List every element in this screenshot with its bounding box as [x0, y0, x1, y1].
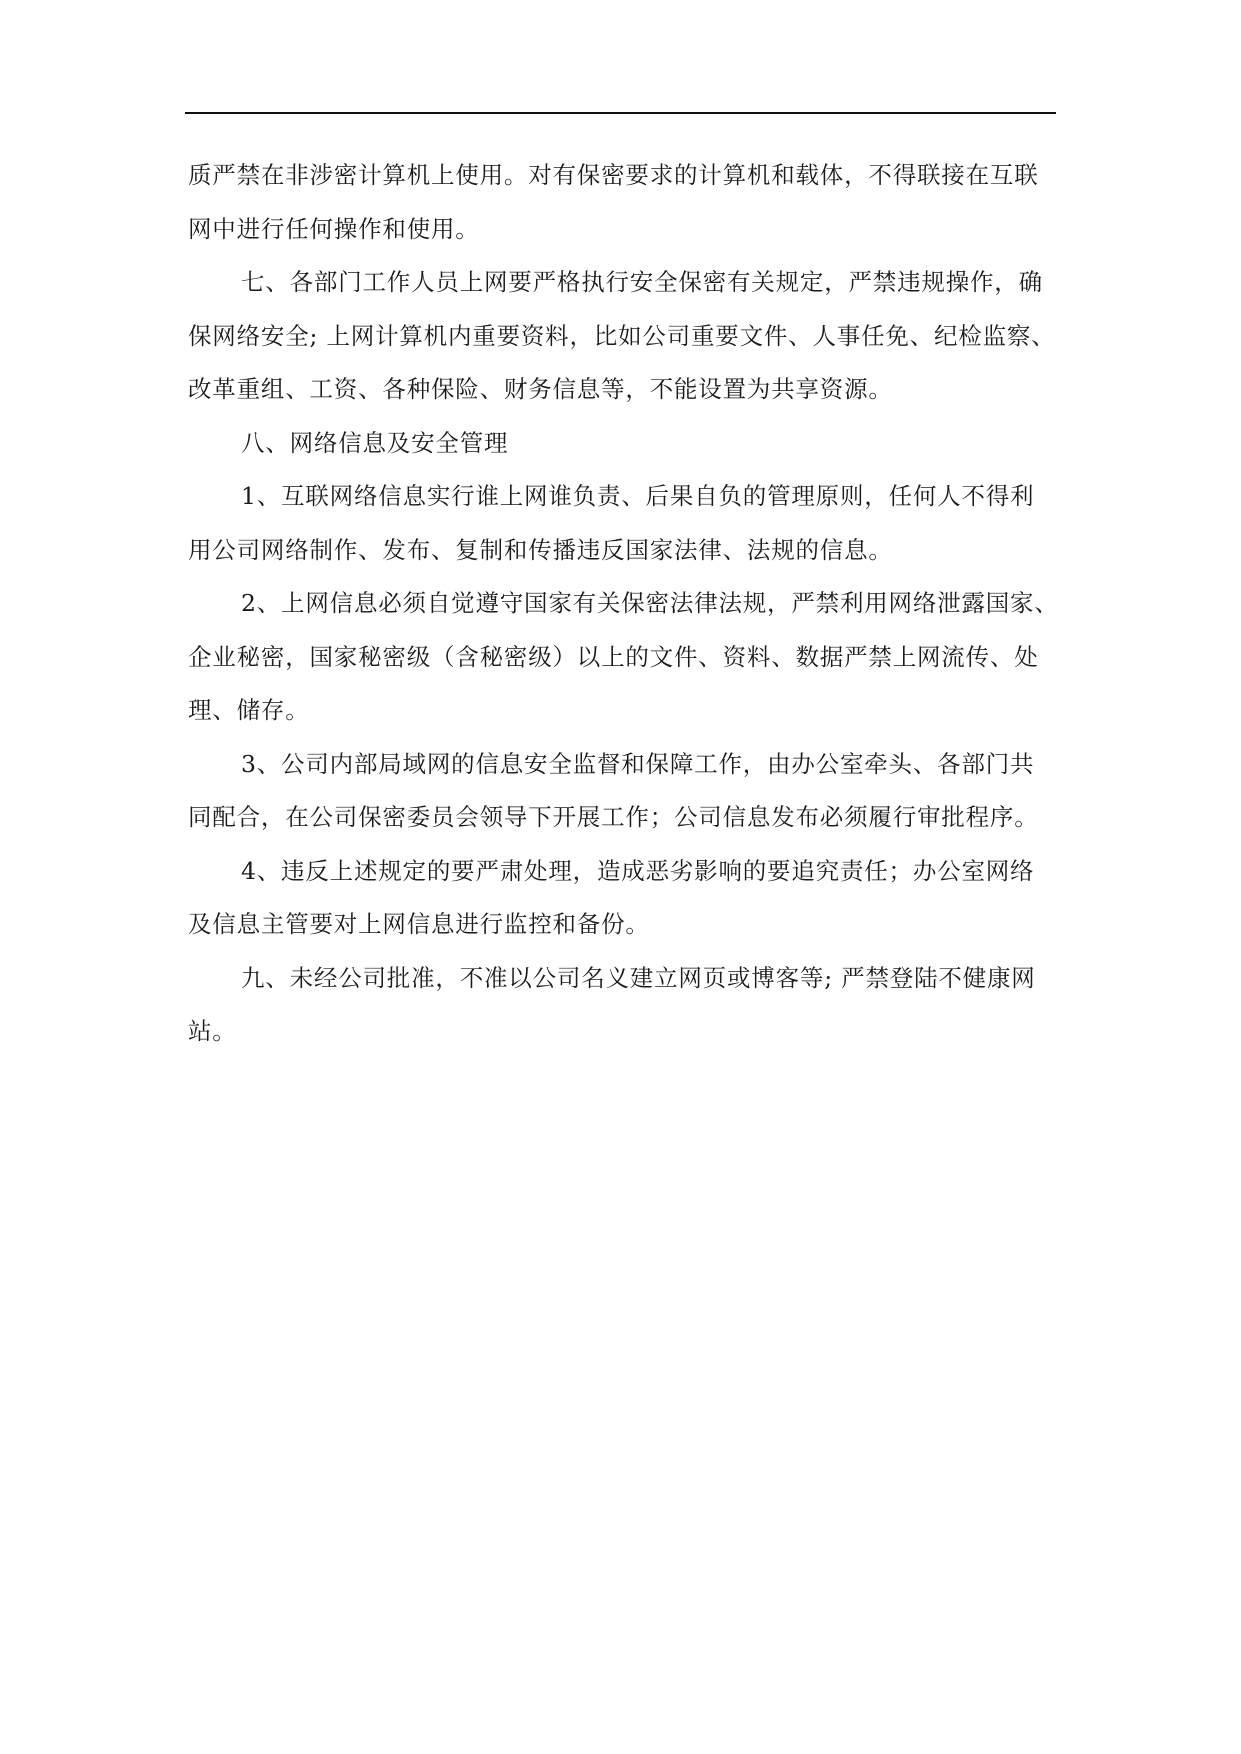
text-line: 理、储存。	[188, 696, 310, 724]
text-line: 七、各部门工作人员上网要严格执行安全保密有关规定，严禁违规操作，确	[241, 268, 1043, 296]
text-line: 企业秘密，国家秘密级（含秘密级）以上的文件、资料、数据严禁上网流传、处	[188, 642, 1039, 671]
text-line: 及信息主管要对上网信息进行监控和备份。	[188, 910, 650, 938]
text-line: 1、互联网络信息实行谁上网谁负责、后果自负的管理原则，任何人不得利	[241, 482, 1035, 510]
text-line: 九、未经公司批准，不准以公司名义建立网页或博客等; 严禁登陆不健康网	[241, 963, 1036, 992]
text-line: 3、公司内部局域网的信息安全监督和保障工作，由办公室牵头、各部门共	[241, 749, 1035, 778]
text-line: 保网络安全; 上网计算机内重要资料，比如公司重要文件、人事任免、纪检监察、	[188, 321, 1056, 350]
text-line: 4、违反上述规定的要严肃处理，造成恶劣影响的要追究责任；办公室网络	[241, 856, 1035, 885]
text-line: 用公司网络制作、发布、复制和传播违反国家法律、法规的信息。	[188, 535, 893, 564]
body-text	[188, 160, 1058, 1070]
text-line: 站。	[188, 1017, 237, 1045]
text-line: 质严禁在非涉密计算机上使用。对有保密要求的计算机和载体，不得联接在互联	[188, 161, 1039, 189]
text-line: 改革重组、工资、各种保险、财务信息等，不能设置为共享资源。	[188, 375, 893, 403]
text-line: 同配合，在公司保密委员会领导下开展工作；公司信息发布必须履行审批程序。	[188, 803, 1039, 831]
text-line: 2、上网信息必须自觉遵守国家有关保密法律法规，严禁利用网络泄露国家、	[241, 589, 1059, 617]
text-line: 网中进行任何操作和使用。	[188, 214, 480, 243]
text-line: 八、网络信息及安全管理	[241, 428, 509, 457]
header-rule	[185, 112, 1056, 114]
